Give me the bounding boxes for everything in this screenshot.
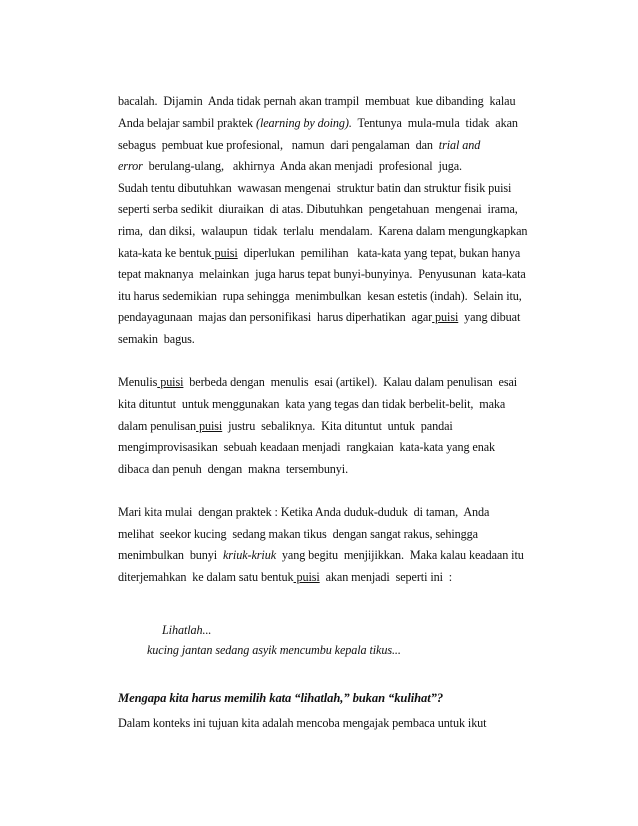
text-line [118, 224, 527, 238]
text-line [118, 527, 478, 541]
text-line [118, 94, 515, 108]
italic-text: trial and [438, 138, 481, 152]
text-line [118, 138, 480, 152]
text-segment: akan menjadi seperti ini : [319, 570, 453, 584]
underlined-word: puisi [432, 310, 459, 324]
text-line [118, 440, 495, 454]
text-segment: justru sebaliknya. Kita dituntut untuk pandai [222, 419, 453, 433]
italic-text: kriuk-kriuk [222, 548, 277, 562]
poem-line-2: kucing jantan sedang asyik mencumbu kepala tikus... [147, 643, 401, 657]
text-segment: rima, dan diksi, walaupun tidak terlalu mendalam. Karena dalam mengungkapkan [118, 224, 528, 238]
text-line [118, 548, 524, 562]
text-segment: semakin bagus. [118, 332, 195, 346]
text-segment: dibaca dan penuh dengan makna tersembunyi. [118, 462, 349, 476]
text-segment: melihat seekor kucing sedang makan tikus dengan sangat rakus, sehingga [118, 527, 478, 541]
section-heading: Mengapa kita harus memilih kata “lihatlah,” bukan “kulihat”? [118, 691, 444, 705]
underlined-word: puisi [293, 570, 320, 584]
underlined-word: puisi [196, 419, 223, 433]
text-line [118, 246, 520, 260]
underlined-word: puisi [157, 375, 184, 389]
text-line [118, 570, 452, 584]
text-line [118, 116, 518, 130]
text-line [118, 419, 453, 433]
text-segment: tepat maknanya melainkan juga harus tepat bunyi-bunyinya. Penyusunan kata-kata [118, 267, 526, 281]
text-segment: Tentunya mula-mula tidak akan [351, 116, 518, 130]
text-segment: Mari kita mulai dengan praktek : Ketika Anda duduk-duduk di taman, Anda [118, 505, 490, 519]
text-line [118, 267, 526, 281]
text-segment: mengimprovisasikan sebuah keadaan menjadi rangkaian kata-kata yang enak [118, 440, 496, 454]
text-segment: berulang-ulang, akhirnya Anda akan menjadi profesional juga. [142, 159, 462, 173]
text-segment: menimbulkan bunyi [118, 548, 223, 562]
text-segment: Anda belajar sambil praktek [118, 116, 256, 130]
underlined-word: puisi [211, 246, 238, 260]
text-line [118, 181, 511, 195]
text-segment: sebagus pembuat kue profesional, namun dari pengalaman dan [118, 138, 439, 152]
text-segment: kita dituntut untuk menggunakan kata yang tegas dan tidak berbelit-belit, maka [118, 397, 506, 411]
poem-line-1: Lihatlah... [162, 623, 212, 637]
text-segment: itu harus sedemikian rupa sehingga menimbulkan kesan estetis (indah). Selain itu, [118, 289, 522, 303]
text-line [118, 462, 348, 476]
text-segment: pendayagunaan majas dan personifikasi harus diperhatikan agar [118, 310, 433, 324]
text-line [118, 332, 195, 346]
text-line [118, 159, 462, 173]
text-line [118, 375, 517, 389]
text-segment: kata-kata ke bentuk [118, 246, 212, 260]
text-segment: berbeda dengan menulis esai (artikel). Kalau dalam penulisan esai [183, 375, 518, 389]
text-segment: diterjemahkan ke dalam satu bentuk [118, 570, 294, 584]
text-line [118, 397, 505, 411]
text-segment: diperlukan pemilihan kata-kata yang tepat, bukan hanya [237, 246, 521, 260]
italic-text: error [118, 159, 143, 173]
text-segment: Menulis [118, 375, 158, 389]
text-segment: yang dibuat [458, 310, 521, 324]
italic-text: (learning by doing). [255, 116, 352, 130]
text-line [118, 202, 518, 216]
body-line: Dalam konteks ini tujuan kita adalah mencoba mengajak pembaca untuk ikut [118, 716, 487, 730]
text-segment: bacalah. Dijamin Anda tidak pernah akan trampil membuat kue dibanding kalau [118, 94, 516, 108]
text-segment: yang begitu menjijikkan. Maka kalau keadaan itu [276, 548, 524, 562]
text-segment: Sudah tentu dibutuhkan wawasan mengenai struktur batin dan struktur fisik puisi [118, 181, 512, 195]
text-line [118, 289, 522, 303]
text-line [118, 505, 489, 519]
text-line [118, 310, 520, 324]
text-segment: dalam penulisan [118, 419, 197, 433]
text-segment: seperti serba sedikit diuraikan di atas. Dibutuhkan pengetahuan mengenai irama, [118, 202, 518, 216]
